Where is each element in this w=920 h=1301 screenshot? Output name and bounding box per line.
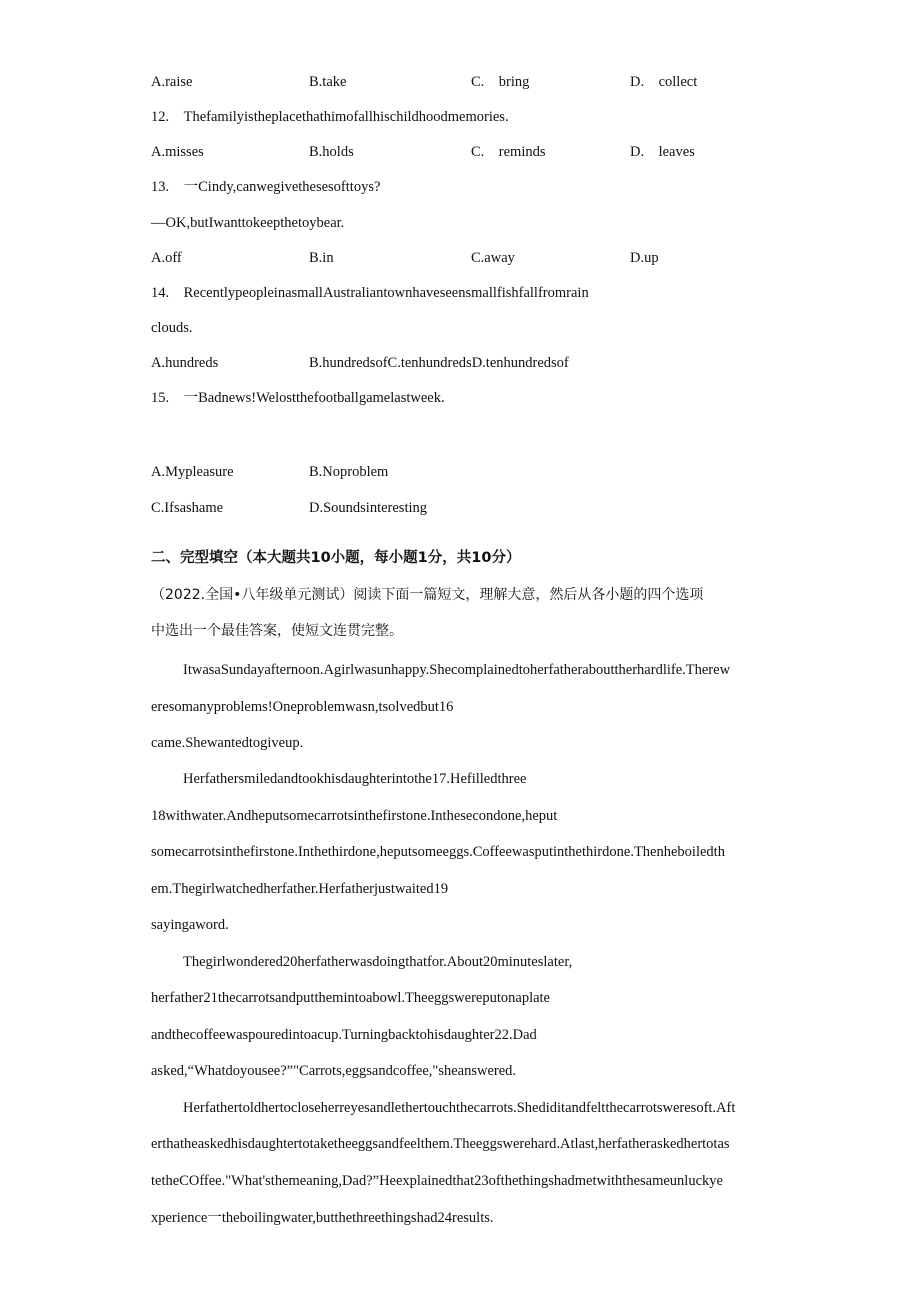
option-c: C.Ifsashame <box>151 500 224 516</box>
question-15-stem: 15. 一Badnews!Welostthefootballgamelastweek. <box>151 390 445 406</box>
question-12-stem: 12. Thefamilyistheplacethathimofallhischildhoodmemories. <box>151 109 509 125</box>
passage-line: xperience一theboilingwater,butthethreethingshad24results. <box>151 1210 494 1226</box>
option-d: D.up <box>630 250 659 266</box>
option-c: C.away <box>471 250 515 266</box>
option-d: D. leaves <box>630 144 695 160</box>
passage-line: asked,“Whatdoyousee?”"Carrots,eggsandcoffee,"sheanswered. <box>151 1063 517 1079</box>
passage-line: eresomanyproblems!Oneproblemwasn,tsolvedbut16 <box>151 699 454 715</box>
passage-line: erthatheaskedhisdaughtertotaketheeggsandfeelthem.Theeggswerehard.Atlast,herfatheraskedhertotas <box>151 1136 730 1152</box>
passage-line: somecarrotsinthefirstone.Inthethirdone,heputsomeeggs.Coffeewasputinthethirdone.Thenheboiledth <box>151 844 725 860</box>
option-a: A.off <box>151 250 182 266</box>
option-c: C. bring <box>471 74 530 90</box>
question-13-reply: —OK,butIwanttokeepthetoybear. <box>151 215 345 231</box>
section-instruction: （2022.全国•八年级单元测试）阅读下面一篇短文，理解大意，然后从各小题的四个选项 <box>151 587 704 603</box>
passage-line: ItwasaSundayafternoon.Agirlwasunhappy.Shecomplainedtoherfatherabouttherhardlife.Therew <box>183 662 731 678</box>
option-a: A.misses <box>151 144 204 160</box>
option-a: A.raise <box>151 74 193 90</box>
option-c: C. reminds <box>471 144 546 160</box>
question-14-stem: 14. RecentlypeopleinasmallAustraliantownhaveseensmallfishfallfromrain <box>151 285 589 301</box>
option-d: D.Soundsinteresting <box>309 500 428 516</box>
option-b: B.in <box>309 250 334 266</box>
passage-line: Herfathertoldhertocloseherreyesandlethertouchthecarrots.Shediditandfeltthecarrotsweresoft.Aft <box>183 1100 736 1116</box>
passage-line: tetheCOffee."What'sthemeaning,Dad?”Heexplainedthat23ofthethingshadmetwiththesameunluckye <box>151 1173 723 1189</box>
option-b: B.holds <box>309 144 354 160</box>
section-heading: 二、完型填空（本大题共10小题，每小题1分，共10分） <box>151 550 521 566</box>
passage-line: Thegirlwondered20herfatherwasdoingthatfor.About20minuteslater, <box>183 954 573 970</box>
question-14-stem-continued: clouds. <box>151 320 193 336</box>
option-a: A.Mypleasure <box>151 464 234 480</box>
passage-line: sayingaword. <box>151 917 229 933</box>
option-a: A.hundreds <box>151 355 219 371</box>
passage-line: Herfathersmiledandtookhisdaughterintothe17.Hefilledthree <box>183 771 527 787</box>
option-b: B.take <box>309 74 347 90</box>
passage-line: herfather21thecarrotsandputthemintoabowl.Theeggswereputonaplate <box>151 990 550 1006</box>
option-bcd: B.hundredsofC.tenhundredsD.tenhundredsof <box>309 355 569 371</box>
passage-line: came.Shewantedtogiveup. <box>151 735 304 751</box>
question-13-stem: 13. 一Cindy,canwegivethesesofttoys? <box>151 179 381 195</box>
passage-line: andthecoffeewaspouredintoacup.Turningbacktohisdaughter22.Dad <box>151 1027 537 1043</box>
option-d: D. collect <box>630 74 698 90</box>
option-b: B.Noproblem <box>309 464 389 480</box>
section-instruction-continued: 中选出一个最佳答案，使短文连贯完整。 <box>151 623 403 639</box>
passage-line: 18withwater.Andheputsomecarrotsinthefirstone.Inthesecondone,heput <box>151 808 558 824</box>
passage-line: em.Thegirlwatchedherfather.Herfatherjustwaited19 <box>151 881 449 897</box>
